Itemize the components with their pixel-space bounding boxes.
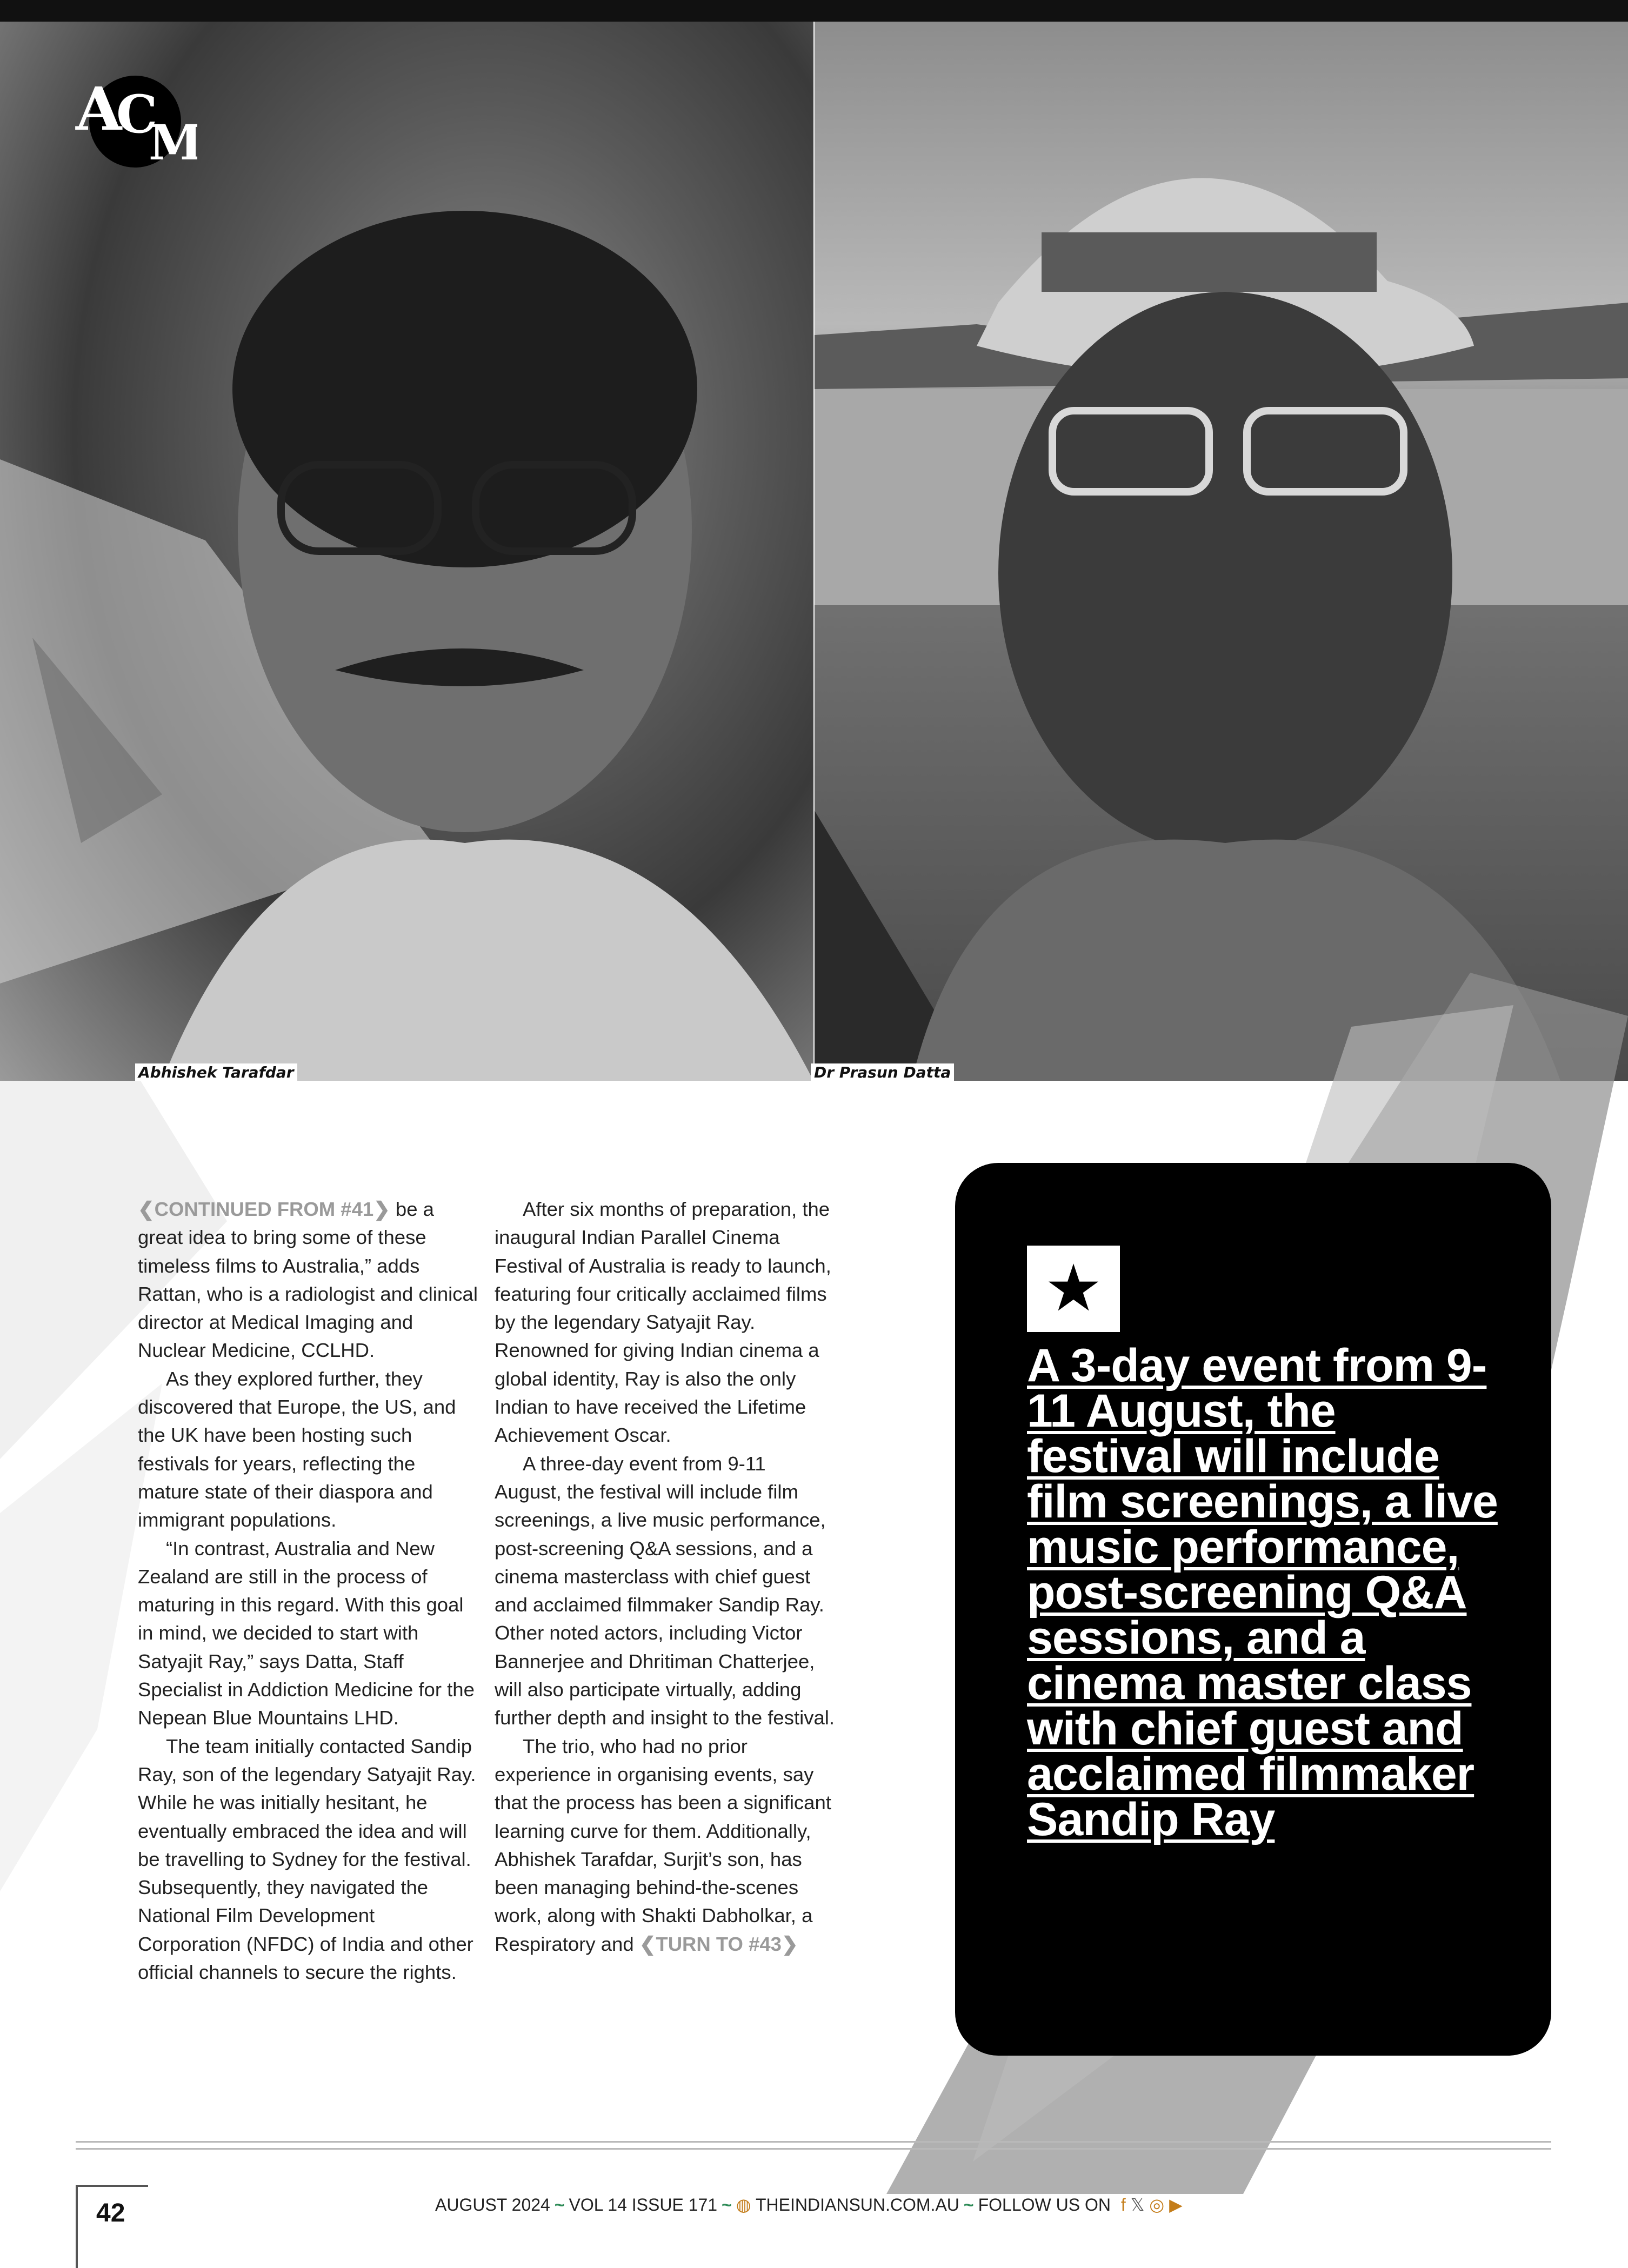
svg-text:C: C — [116, 84, 158, 145]
torn-top-edge — [0, 0, 1628, 22]
photo-divider — [813, 0, 815, 1081]
globe-icon: ◍ — [736, 2195, 756, 2215]
footer-rule-top — [76, 2141, 1551, 2143]
instagram-icon[interactable]: ◎ — [1149, 2195, 1170, 2215]
star-badge — [1027, 1246, 1120, 1332]
continued-from-tag[interactable]: ❮CONTINUED FROM #41❯ — [138, 1198, 390, 1220]
photo-caption-right: Dr Prasun Datta — [811, 1063, 954, 1082]
issue-date: AUGUST 2024 — [435, 2195, 550, 2215]
paragraph — [138, 1195, 478, 1365]
photo-caption-left: Abhishek Tarafdar — [135, 1063, 297, 1082]
photo-prasun-datta — [815, 0, 1628, 1081]
footer-info — [435, 2193, 1219, 2217]
article-column-2 — [495, 1195, 835, 1958]
footer-rule-bottom — [76, 2148, 1551, 2150]
paragraph-text: The trio, who had no prior experience in organising events, say that the process has been a significant learning curve for them. Additionally, Abhishek Tarafdar, Surjit’s son, has been managing behind-the-scenes work, along with Shakti Dabholkar, a Respiratory and — [495, 1735, 831, 1955]
separator-icon: ~ — [554, 2195, 565, 2215]
acm-logo-icon — [73, 73, 197, 170]
acm-logo — [73, 73, 197, 170]
x-icon[interactable]: 𝕏 — [1130, 2195, 1150, 2215]
paragraph: “In contrast, Australia and New Zealand are still in the process of maturing in this regard. With this goal in mind, we decided to start with Satyajit Ray,” says Datta, Staff Specialist in Addiction Medicine for the Nepean Blue Mountains LHD. — [138, 1537, 475, 1729]
facebook-icon[interactable]: f — [1116, 2195, 1131, 2215]
paragraph-text: be a great idea to bring some of these timeless films to Australia,” adds Rattan, who is a radiologist and clinical director at Medical Imaging and Nuclear Medicine, CCLHD. — [138, 1198, 478, 1362]
article-column-1 — [138, 1195, 478, 1986]
youtube-icon[interactable]: ▶ — [1169, 2195, 1183, 2215]
portrait-silhouette-right — [815, 0, 1628, 1081]
paragraph — [495, 1732, 835, 1958]
paragraph: After six months of preparation, the inaugural Indian Parallel Cinema Festival of Australia is ready to launch, featuring four critically acclaimed films by the legendary Satyajit Ray. Renowned for giving Indian cinema a global identity, Ray is also the only Indian to have received the Lifetime Achievement Oscar. — [495, 1198, 831, 1447]
paragraph: As they explored further, they discovered that Europe, the US, and the UK have been hosting such festivals for years, reflecting the mature state of their diaspora and immigrant populations. — [138, 1367, 456, 1531]
turn-to-tag[interactable]: ❮TURN TO #43❯ — [639, 1932, 798, 1955]
follow-label: FOLLOW US ON — [978, 2195, 1111, 2215]
page-number: 42 — [96, 2199, 125, 2227]
separator-icon: ~ — [963, 2195, 974, 2215]
star-icon: ★ — [1044, 1251, 1103, 1326]
pull-quote-text: A 3-day event from 9-11 August, the festival will include film screenings, a live music performance, post-screening Q&A sessions, and a cinema master class with chief guest and acclaimed filmmaker Sandip Ray — [1027, 1340, 1498, 1845]
svg-text:M: M — [149, 114, 197, 170]
issue-volume: VOL 14 ISSUE 171 — [569, 2195, 718, 2215]
paragraph: A three-day event from 9-11 August, the festival will include film screenings, a live music performance, post-screening Q&A sessions, and a cinema masterclass with chief guest and acclaimed filmmaker Sandip Ray. Other noted actors, including Victor Bannerjee and Dhritiman Chatterjee, will also participate virtually, adding further depth and insight to the festival. — [495, 1452, 835, 1729]
paragraph: The team initially contacted Sandip Ray, son of the legendary Satyajit Ray. While he was initially hesitant, he eventually embraced the idea and will be travelling to Sydney for the festival. Subsequently, they navigated the National Film Development Corporation (NFDC) of India and other official channels to secure the rights. — [138, 1735, 476, 1984]
separator-icon: ~ — [722, 2195, 732, 2215]
website-link[interactable]: THEINDIANSUN.COM.AU — [755, 2195, 959, 2215]
svg-text:A: A — [76, 74, 122, 144]
